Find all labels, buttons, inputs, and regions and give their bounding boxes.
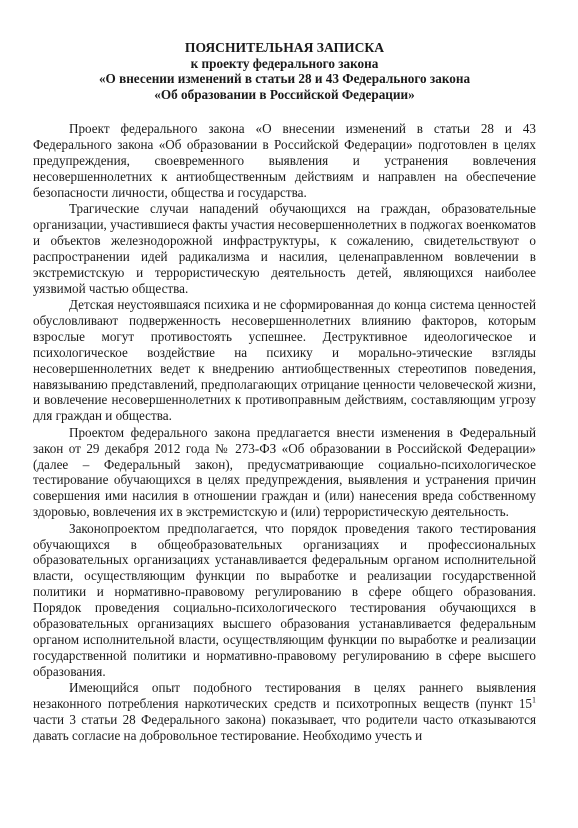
document-body (33, 121, 536, 744)
paragraph-last (33, 680, 536, 744)
document-subtitle: к проекту федерального закона (190, 55, 379, 71)
law-name-line: «Об образовании в Российской Федерации» (154, 86, 415, 102)
law-name-line: «О внесении изменений в статьи 28 и 43 Федерального закона (98, 71, 471, 86)
paragraph: Законопроектом предполагается, что порядок проведения такого тестирования обучающихся в общеобразовательных организациях и профессиональных образовательных организациях устанавливается федеральным органом исполнительной власти, осуществляющим функции по выработке и реализации государственной политики и нормативно-правовому регулированию в сфере общего образования. Порядок проведения социально-психологического тестирования обучающихся в образовательных организациях высшего образования устанавливается федеральным органом исполнительной власти, осуществляющим функции по выработке и реализации государственной политики и нормативно-правовому регулированию в сфере высшего образования. (33, 520, 536, 679)
document-title: ПОЯСНИТЕЛЬНАЯ ЗАПИСКА (184, 40, 385, 55)
document-header (33, 40, 536, 102)
paragraph-text: части 3 статьи 28 Федерального закона) показывает, что родители часто отказываются давать согласие на добровольное тестирование. Необходимо учесть и (33, 712, 536, 743)
paragraph: Детская неустоявшаяся психика и не сформированная до конца система ценностей обусловливают подверженность несовершеннолетних влиянию факторов, которым взрослые могут противостоять успешнее. Деструктивное идеологическое и психологическое воздействие на психику и морально-этические взгляды несовершеннолетних ведет к внедрению антиобщественных стереотипов поведения, навязыванию представлений, предполагающих отрицание ценности человеческой жизни, и вовлечение несовершеннолетних к противоправным действиям, составляющим угрозу для граждан и общества. (33, 296, 536, 424)
paragraph: Трагические случаи нападений обучающихся на граждан, образовательные организации, участившиеся факты участия несовершеннолетних в поджогах военкоматов и объектов железнодорожной инфраструктуры, к сожалению, свидетельствуют о распространении идей радикализма и насилия, целенаправленном вовлечении в экстремистскую и террористическую деятельность детей, являющихся наиболее уязвимой частью общества. (33, 201, 536, 296)
paragraph-text: Имеющийся опыт подобного тестирования в целях раннего выявления незаконного потребления наркотических средств и психотропных веществ (пункт 15 (33, 680, 536, 712)
superscript: 1 (532, 695, 536, 705)
paragraph: Проектом федерального закона предлагается внести изменения в Федеральный закон от 29 декабря 2012 года № 273-ФЗ «Об образовании в Российской Федерации» (далее – Федеральный закон), предусматривающие социально-психологическое тестирование обучающихся в целях предупреждения, выявления и устранения причин совершения ими насилия в отношении граждан и (или) нанесения вреда собственному здоровью, вовлечения их в экстремистскую и (или) террористическую деятельность. (33, 424, 536, 520)
paragraph: Проект федерального закона «О внесении изменений в статьи 28 и 43 Федерального закона «Об образовании в Российской Федерации» подготовлен в целях предупреждения, своевременного выявления и устранения вовлечения несовершеннолетних к антиобщественным действиям и направлен на обеспечение безопасности личности, общества и государства. (33, 121, 536, 200)
